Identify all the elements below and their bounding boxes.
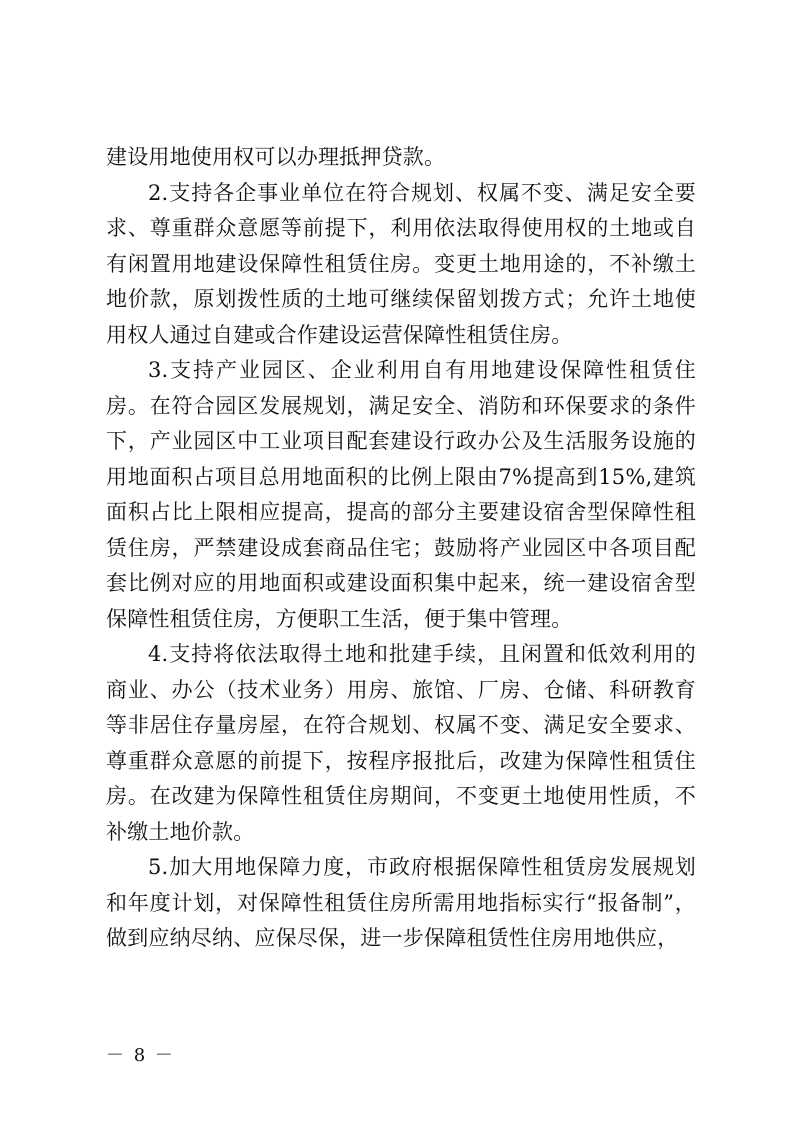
paragraph-item-4: 4.支持将依法取得土地和批建手续，且闲置和低效利用的商业、办公（技术业务）用房、旅馆、厂房、仓储、科研教育等非居住存量房屋，在符合规划、权属不变、满足安全要求、尊重群众意愿的前提下，按程序报批后，改建为保障性租赁住房。在改建为保障性租赁住房期间，不变更土地使用性质，不补缴土地价款。: [106, 642, 696, 844]
page-number: － 8 －: [106, 1045, 175, 1066]
body-text: [106, 140, 696, 957]
paragraph-item-3: 3.支持产业园区、企业利用自有用地建设保障性租赁住房。在符合园区发展规划，满足安全、消防和环保要求的条件下，产业园区中工业项目配套建设行政办公及生活服务设施的用地面积占项目总用地面积的比例上限由7%提高到15%,建筑面积占比上限相应提高，提高的部分主要建设宿舍型保障性租赁住房，严禁建设成套商品住宅；鼓励将产业园区中各项目配套比例对应的用地面积或建设面积集中起来，统一建设宿舍型保障性租赁住房，方便职工生活，便于集中管理。: [106, 358, 696, 631]
paragraph-item-2: 2.支持各企事业单位在符合规划、权属不变、满足安全要求、尊重群众意愿等前提下，利用依法取得使用权的土地或自有闲置用地建设保障性租赁住房。变更土地用途的，不补缴土地价款，原划拨性质的土地可继续保留划拨方式；允许土地使用权人通过自建或合作建设运营保障性租赁住房。: [106, 180, 696, 347]
paragraph-continuation: 建设用地使用权可以办理抵押贷款。: [106, 145, 446, 169]
paragraph-item-5: 5.加大用地保障力度，市政府根据保障性租赁房发展规划和年度计划，对保障性租赁住房所需用地指标实行“报备制”，做到应纳尽纳、应保尽保，进一步保障租赁性住房用地供应，: [106, 855, 696, 950]
